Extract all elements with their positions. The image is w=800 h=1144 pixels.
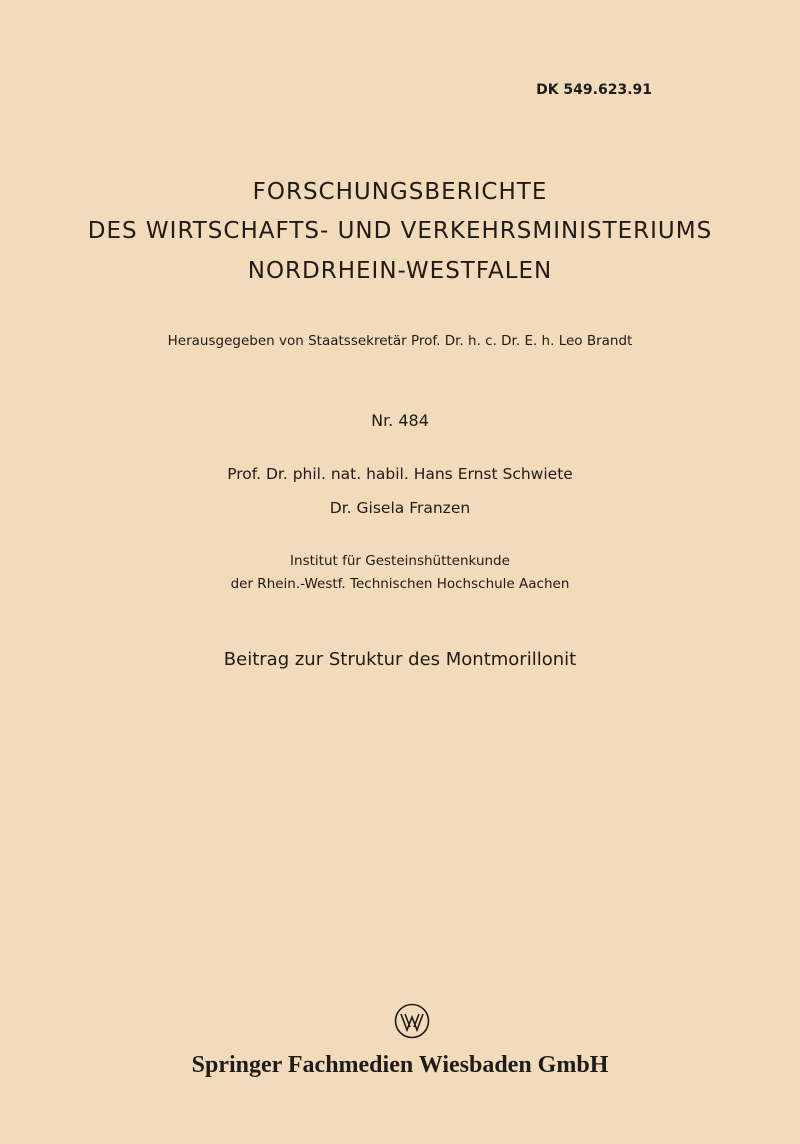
book-title: Beitrag zur Struktur des Montmorillonit — [223, 649, 577, 670]
publisher-name: Springer Fachmedien Wiesbaden GmbH — [191, 1052, 609, 1078]
publisher-logo-icon — [394, 1003, 430, 1039]
series-title-line-2: DES WIRTSCHAFTS- UND VERKEHRSMINISTERIUMS — [87, 218, 713, 244]
institute-line-1: Institut für Gesteinshüttenkunde — [290, 553, 510, 569]
author-1: Prof. Dr. phil. nat. habil. Hans Ernst Schwiete — [227, 465, 573, 483]
series-title-line-3: NORDRHEIN-WESTFALEN — [247, 258, 553, 284]
institute-line-2: der Rhein.-Westf. Technischen Hochschule Aachen — [230, 576, 570, 592]
report-number: Nr. 484 — [371, 411, 429, 430]
editor-line: Herausgegeben von Staatssekretär Prof. Dr. h. c. Dr. E. h. Leo Brandt — [167, 333, 633, 349]
author-2: Dr. Gisela Franzen — [329, 499, 471, 517]
series-title-line-1: FORSCHUNGSBERICHTE — [252, 179, 548, 205]
classification-number: DK 549.623.91 — [536, 82, 652, 98]
